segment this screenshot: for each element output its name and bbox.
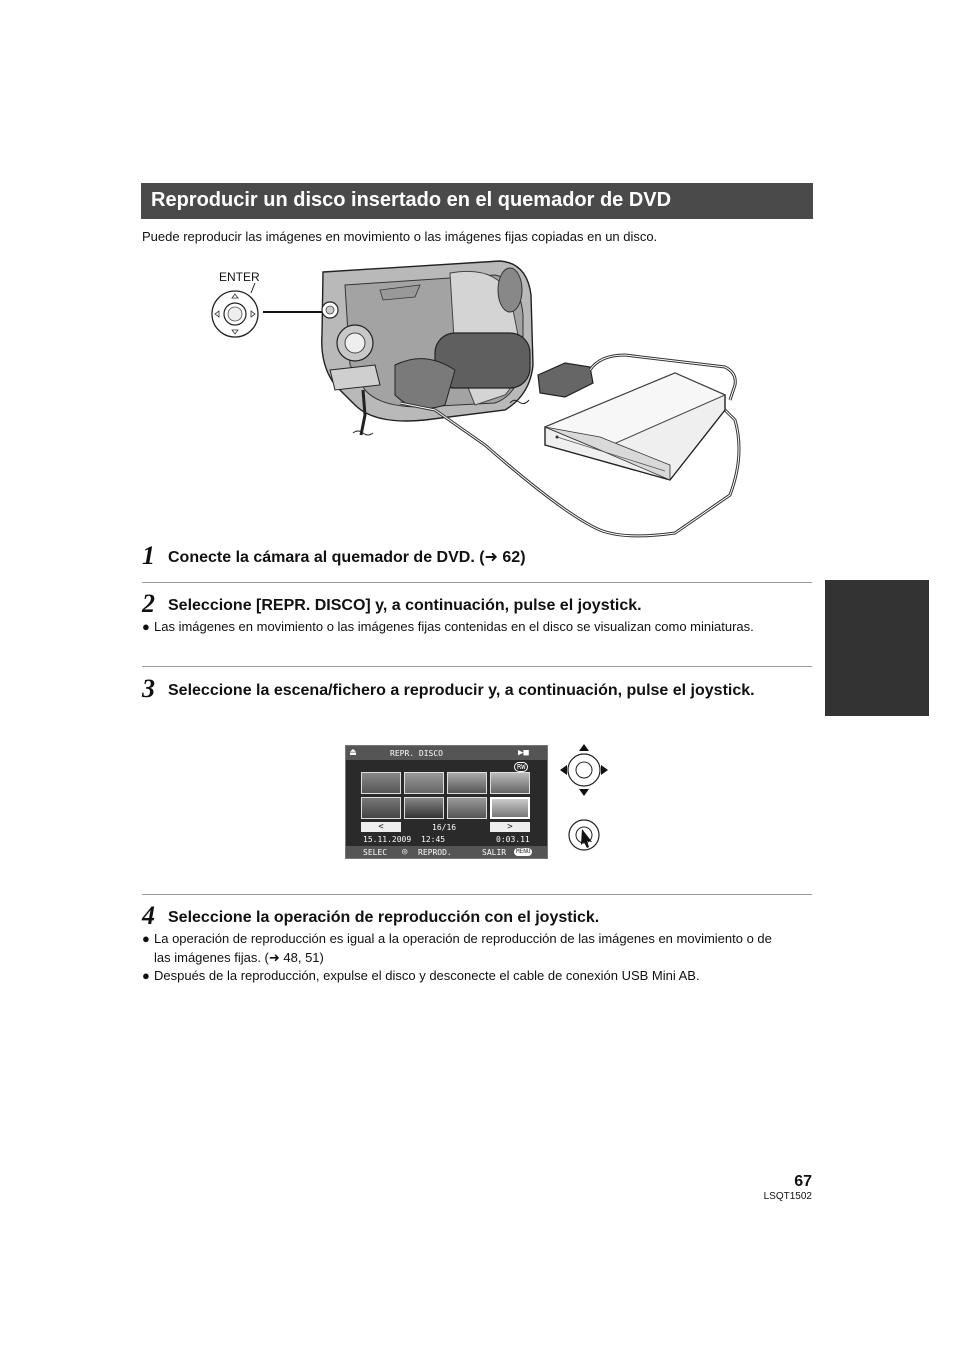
lcd-screen [345, 745, 548, 859]
step-1-title: Conecte la cámara al quemador de DVD. (➜ 62) [168, 549, 526, 566]
eject-icon: ⏏ [350, 747, 357, 758]
step-4-title: Seleccione la operación de reproducción con el joystick. [168, 909, 600, 926]
thumbnail[interactable] [361, 772, 401, 794]
joystick-mini-icon: ◎ [402, 847, 408, 857]
step-2-title: Seleccione [REPR. DISCO] y, a continuación, pulse el joystick. [168, 597, 642, 614]
lcd-date: 15.11.2009 [363, 835, 412, 844]
section-title: Reproducir un disco insertado en el quemador de DVD [141, 183, 813, 219]
step-4-bullet: ● Después de la reproducción, expulse el disco y desconecte el cable de conexión USB Mini AB. [142, 967, 802, 986]
lcd-time: 12:45 [421, 835, 446, 844]
intro-text: Puede reproducir las imágenes en movimiento o las imágenes fijas copiadas en un disco. [142, 229, 658, 244]
lcd-play-label: REPROD. [418, 848, 452, 857]
lcd-select-label: SELEC [363, 848, 388, 857]
thumbnail[interactable] [490, 772, 530, 794]
thumbnail[interactable] [447, 797, 487, 819]
step-3-number: 3 [142, 674, 155, 703]
next-page-button[interactable]: > [490, 822, 530, 832]
step-4-bullet: ● La operación de reproducción es igual a la operación de reproducción de las imágenes en movimiento o de las imágenes fijas. (➜ 48, 51) [142, 931, 772, 965]
thumbnail-selected[interactable] [490, 797, 530, 819]
menu-badge: MENU [516, 848, 531, 855]
connection-illustration [205, 255, 750, 540]
joystick-directions-icon [558, 742, 610, 854]
movie-mode-icon: ▶■ [518, 748, 529, 758]
bullet-dot: ● [142, 931, 150, 946]
divider [142, 582, 812, 583]
ac-adapter-illustration [538, 363, 593, 397]
page-number: 67 [794, 1173, 812, 1190]
step-3-title: Seleccione la escena/fichero a reproducir y, a continuación, pulse el joystick. [168, 682, 755, 699]
camera-illustration [322, 261, 533, 421]
lcd-header-label: REPR. DISCO [390, 749, 443, 758]
step-2-bullet: ● Las imágenes en movimiento o las imágenes fijas contenidas en el disco se visualizan como miniaturas. [142, 618, 782, 637]
lcd-exit-label: SALIR [482, 848, 507, 857]
thumbnail[interactable] [361, 797, 401, 819]
bullet-dot: ● [142, 968, 150, 983]
lcd-header-bar [346, 746, 547, 760]
step-2-number: 2 [142, 589, 155, 618]
chapter-tab [825, 580, 929, 716]
enter-label: ENTER [219, 270, 260, 284]
divider [142, 894, 812, 895]
thumbnail[interactable] [404, 772, 444, 794]
lcd-duration: 0:03.11 [496, 835, 530, 844]
step-1-number: 1 [142, 541, 155, 570]
step-4-number: 4 [142, 901, 155, 930]
divider [142, 666, 812, 667]
document-code: LSQT1502 [763, 1191, 812, 1202]
bullet-dot: ● [142, 619, 150, 634]
lcd-counter: 16/16 [432, 823, 457, 832]
prev-page-button[interactable]: < [361, 822, 401, 832]
thumbnail[interactable] [447, 772, 487, 794]
thumbnail[interactable] [404, 797, 444, 819]
disc-badge: RW [514, 762, 528, 772]
